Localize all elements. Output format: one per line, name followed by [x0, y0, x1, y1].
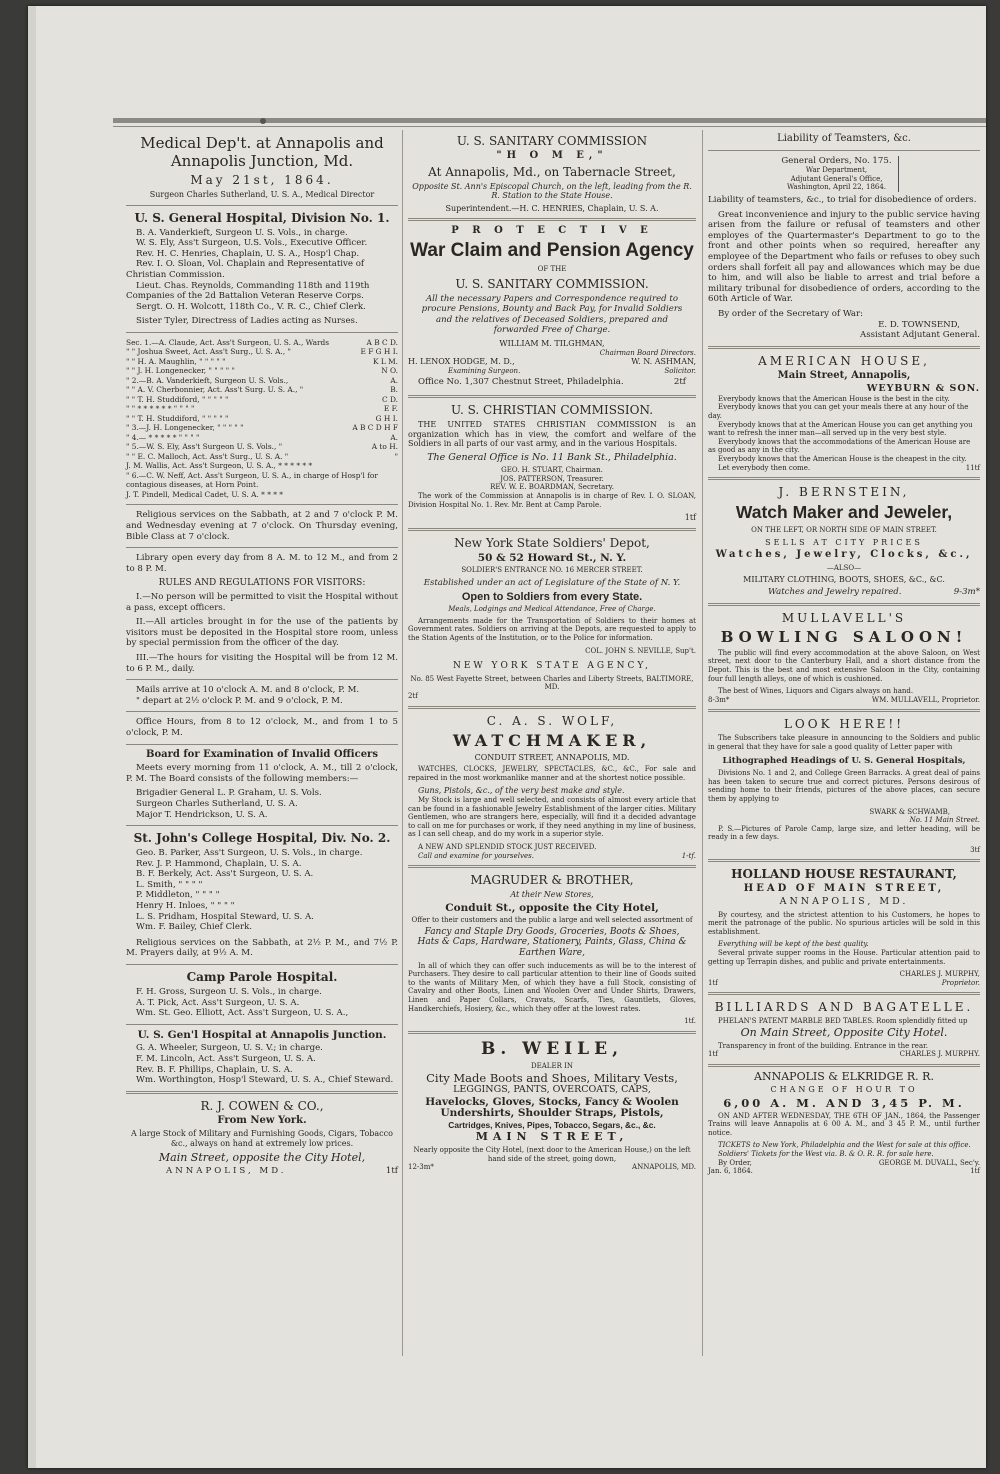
look-here-heading: LOOK HERE!! — [783, 717, 905, 732]
tilghman: WILLIAM M. TILGHMAN, — [499, 338, 605, 348]
ward-row — [126, 442, 398, 452]
staff-line: F. H. Gross, Surgeon U. S. Vols., in charge. — [136, 987, 322, 998]
holland-footer — [708, 979, 980, 988]
wolf-footer — [408, 852, 696, 861]
ward-surgeon: " 5.—W. S. Ely, Ass't Surgeon U. S. Vols., " — [126, 442, 283, 452]
holland-text: By courtesy, and the strictest attention to his Customers, he hopes to merit the patronage of the public. No spurious articles will be sold in this establishment. — [708, 910, 980, 936]
bernstein-footer — [708, 587, 980, 598]
column-divider — [702, 130, 703, 1356]
american-house-line: Everybody knows that you can get your meals there at any hour of the day. — [708, 403, 969, 421]
ward-letters: C D. — [381, 394, 398, 404]
wolf-address: CONDUIT STREET, ANNAPOLIS, MD. — [474, 752, 630, 762]
liability-line: Liability of teamsters, &c., to trial for disobedience of orders. — [708, 194, 977, 205]
magruder-offer: Offer to their customers and the public a large and well selected assortment of — [411, 916, 693, 925]
christian-code: 1tf — [684, 513, 696, 523]
ward-row — [126, 471, 398, 490]
ward-row — [126, 433, 398, 443]
date-line: May 21st, 1864. — [190, 173, 334, 187]
mails-depart: " depart at 2½ o'clock P. M. and 9 o'clock, P. M. — [136, 695, 343, 706]
cowen-address: Main Street, opposite the City Hotel, — [158, 1150, 366, 1164]
ward-surgeon: " 6.—C. W. Neff, Act. Ass't Surgeon, U. S. A., in charge of Hosp'l for contagious diseases, at Horn Point. — [126, 470, 378, 490]
weile-heading: B. WEILE, — [480, 1038, 624, 1059]
wards-table — [126, 338, 398, 500]
ward-letters: N O. — [381, 366, 398, 376]
sj-religious: Religious services on the Sabbath, at 2½ P. M., and 7½ P. M. Prayers daily, at 9½ A. M. — [126, 937, 398, 959]
staff-line: P. Middleton, " " " " — [136, 890, 220, 901]
divider-rule — [408, 395, 696, 398]
railroad-text: ON AND AFTER WEDNESDAY, THE 6TH OF JAN., 1864, the Passenger Trains will leave Annapolis at 6 00 A. M., and 3 45 P. M., until further notice. — [708, 1111, 980, 1137]
weile-line-3: Havelocks, Gloves, Stocks, Fancy & Woolen — [425, 1095, 679, 1108]
general-hospital-title: U. S. General Hospital, Division No. 1. — [134, 210, 390, 225]
ward-surgeon: J. M. Wallis, Act. Ass't Surgeon, U. S. A., * * * * * * — [126, 461, 313, 471]
column-divider — [402, 130, 403, 1356]
divider-rule — [708, 477, 980, 480]
ward-letters: K L M. — [372, 356, 398, 366]
ward-surgeon: " 4.— * * * * * " " " " — [126, 432, 200, 442]
divider-rule — [126, 679, 398, 680]
divider-rule — [708, 346, 980, 349]
ward-row — [126, 404, 398, 414]
weile-code: 12-3m* — [408, 1163, 434, 1172]
wolf-guns: Guns, Pistols, &c., of the very best make and style. — [418, 786, 625, 796]
mullavell-title: MULLAVELL'S — [781, 610, 907, 625]
staff-line: Rev. I. O. Sloan, Vol. Chaplain and Representative of Christian Commission. — [126, 259, 365, 280]
magruder-address: Conduit St., opposite the City Hotel, — [445, 901, 659, 914]
wolf-code: 1-tf. — [681, 851, 696, 860]
ward-letters: " — [394, 451, 398, 461]
bernstein-military: MILITARY CLOTHING, BOOTS, SHOES, &C., &C. — [743, 574, 945, 584]
ward-letters: A B C D. — [366, 337, 398, 347]
christian-work: The work of the Commission at Annapolis is in charge of Rev. I. O. SLOAN, Division Hospital No. 1. Rev. Mr. Bent at Camp Parole. — [408, 492, 696, 509]
ward-row — [126, 385, 398, 395]
divider-rule — [708, 603, 980, 606]
orders-block — [708, 156, 980, 192]
staff-line: Henry H. Inloes, " " " " — [136, 901, 235, 912]
american-house-line: Everybody knows that the American House is the cheapest in the city. — [718, 455, 967, 464]
holland-sign: CHARLES J. MURPHY, — [899, 970, 980, 979]
office-code: 2tf — [673, 377, 686, 388]
weile-near: Nearly opposite the City Hotel, (next door to the American House,) on the left hand side of the street, going down, — [413, 1145, 691, 1163]
divider-rule — [126, 1091, 398, 1094]
ward-row — [126, 452, 398, 462]
divider-rule — [126, 205, 398, 206]
board-title: Board for Examination of Invalid Officers — [146, 748, 378, 760]
home-directions: Opposite St. Ann's Episcopal Church, on the left, leading from the R. R. Station to the State House. — [412, 181, 692, 201]
ward-row — [126, 366, 398, 376]
ward-surgeon: " " A. V. Cherbonnier, Act. Ass't Surg. U. S. A., " — [126, 385, 304, 395]
bernstein-repair: Watches and Jewelry repaired. — [768, 587, 902, 598]
liability-title: Liability of Teamsters, &c. — [777, 133, 911, 144]
townsend: E. D. TOWNSEND, — [878, 319, 960, 330]
home-address: At Annapolis, Md., on Tabernacle Street, — [428, 164, 676, 179]
watchmaker-heading: WATCHMAKER, — [452, 730, 652, 750]
medical-director: Surgeon Charles Sutherland, U. S. A., Medical Director — [149, 190, 375, 199]
divider-rule — [126, 547, 398, 548]
ward-surgeon: " " T. H. Studdiford, " " " " " — [126, 394, 229, 404]
magruder-goods: Fancy and Staple Dry Goods, Groceries, Boots & Shoes, Hats & Caps, Hardware, Stationery, Paints, Glass, China & Earthen Ware, — [417, 926, 687, 959]
ward-surgeon: " " * * * * * * " " " " — [126, 404, 195, 414]
divider-rule — [126, 504, 398, 505]
american-house-line: Let everybody then come. — [718, 463, 811, 472]
column-2 — [408, 132, 696, 1172]
general-office: The General Office is No. 11 Bank St., Philadelphia. — [427, 451, 677, 463]
hodge: H. LENOX HODGE, M. D., — [408, 357, 515, 367]
divider-rule — [408, 865, 696, 868]
ward-letters: B. — [390, 385, 398, 395]
wolf-text: WATCHES, CLOCKS, JEWELRY, SPECTACLES, &C., &C., For sale and repaired in the most workmanlike manner and at the shortest notice possible. — [408, 765, 696, 782]
rule-item: I.—No person will be permitted to visit the Hospital without a pass, except officers. — [126, 592, 398, 613]
ward-row — [126, 338, 398, 348]
ward-letters: A. — [390, 432, 398, 442]
top-rule-thin — [113, 126, 986, 127]
column-1 — [126, 132, 398, 1177]
american-house-title: AMERICAN HOUSE, — [758, 353, 930, 368]
medical-dept-heading: Medical Dep't. at Annapolis and Annapolis Junction, Md. — [140, 134, 384, 170]
nys-established: Established under an act of Legislature of the State of N. Y. — [423, 578, 681, 589]
billiards-footer — [708, 1050, 980, 1059]
superintendent: Superintendent.—H. C. HENRIES, Chaplain, U. S. A. — [445, 203, 659, 213]
bernstein-prices: SELLS AT CITY PRICES — [765, 537, 923, 547]
cowen-text: A large Stock of Military and Furnishing Goods, Cigars, Tobacco &c., always on hand at extremely low prices. — [131, 1129, 393, 1148]
sanitary-commission: U. S. SANITARY COMMISSION. — [455, 276, 649, 291]
divider-rule — [708, 859, 980, 862]
rules-title: RULES AND REGULATIONS FOR VISITORS: — [158, 578, 366, 589]
divider-rule — [408, 218, 696, 221]
christian-text: THE UNITED STATES CHRISTIAN COMMISSION is an organization which has in view, the comfort and welfare of the Soldiers in all parts of our vast army, and in the various Hospitals. — [408, 419, 696, 449]
american-house-line: Everybody knows that the accommodations of the American House are as good as any in the city. — [708, 437, 971, 455]
magruder-sub: At their New Stores, — [510, 890, 594, 900]
ward-letters: A B C D H F — [352, 423, 398, 433]
ashman-role: Solicitor. — [664, 366, 696, 375]
railroad-order — [708, 1159, 980, 1168]
mullavell-text: The public will find every accommodation at the above Saloon, on West street, next door to the Canterbury Hall, and a short distance from the Depot. This is the best and most extensive Saloon in the City, containing four full length alleys, one of which is cushioned. — [708, 648, 980, 683]
look-text: The Subscribers take pleasure in announcing to the Soldiers and public in general that they have for sale a good quality of Letter paper with — [708, 734, 980, 751]
order-number: General Orders, No. 175. — [781, 155, 892, 166]
holland-supper: Several private supper rooms in the House. Particular attention paid to getting up Terrapin dishes, and public and private entertainments. — [708, 949, 980, 966]
cowen-footer — [126, 1166, 398, 1177]
staff-line: G. A. Wheeler, Surgeon, U. S. V.; in charge. — [136, 1043, 323, 1054]
look-street: No. 11 Main Street. — [909, 816, 980, 825]
look-divisions: Divisions No. 1 and 2, and College Green Barracks. A great deal of pains has been taken to secure true and correct pictures. Persons desirous of sending home to their friends, pictures of the above places, can secure them by applying to — [708, 769, 980, 803]
rule-item: III.—The hours for visiting the Hospital will be from 12 M. to 6 P. M., daily. — [126, 652, 398, 674]
magruder-title: MAGRUDER & BROTHER, — [470, 873, 634, 888]
ward-surgeon: " 3.—J. H. Longenecker, " " " " " — [126, 423, 244, 433]
library-hours: Library open every day from 8 A. M. to 12 M., and from 2 to 8 P. M. — [126, 553, 398, 574]
holland-role: Proprietor. — [941, 978, 980, 987]
ward-letters: A to H. — [371, 442, 398, 452]
ward-row — [126, 490, 398, 500]
newspaper-page — [28, 6, 986, 1468]
board-member: Surgeon Charles Sutherland, U. S. A. — [136, 798, 298, 809]
divider-rule — [408, 706, 696, 709]
staff-line: W. S. Ely, Ass't Surgeon, U.S. Vols., Executive Officer. — [136, 238, 368, 249]
nys-meals: Meals, Lodgings and Medical Attendance, Free of Charge. — [448, 605, 656, 614]
ward-row — [126, 395, 398, 405]
staff-line: B. F. Berkely, Act. Ass't Surgeon, U. S. A. — [136, 869, 314, 880]
divider-rule — [708, 992, 980, 995]
billiards-address: On Main Street, Opposite City Hotel. — [740, 1026, 948, 1039]
order-date: Washington, April 22, 1864. — [786, 183, 887, 192]
bowling-saloon-heading: BOWLING SALOON! — [720, 627, 968, 646]
staff-line: Wm. F. Bailey, Chief Clerk. — [136, 922, 253, 933]
staff-line: Lieut. Chas. Reynolds, Commanding 118th and 119th Companies of the 2d Battalion Veteran Reserve Corps. — [126, 280, 370, 302]
mails-arrive: Mails arrive at 10 o'clock A. M. and 8 o'clock, P. M. — [136, 685, 360, 696]
nys-agency: NEW YORK STATE AGENCY, — [452, 661, 652, 672]
magruder-text: In all of which they can offer such inducements as will be to the interest of Purchasers. They desire to call particular attention to their line of Goods suited to the wants of Military Men, of which they have a full Stock, consisting of Cavalry and other Boots, Linen and Woolen Over and Under Shirts, Drawers, Linen and Paper Collars, Cravats, Scarfs, Ties, Gauntlets, Gloves, Handkerchiefs, Hosiery, &c., which they offer at the lowest rates. — [408, 961, 696, 1013]
nys-code: 2tf — [408, 691, 418, 700]
holland-code: 1tf — [708, 978, 718, 987]
protective-heading: P R O T E C T I V E — [451, 225, 653, 237]
bernstein-code: 9-3m* — [953, 587, 980, 598]
ward-row — [126, 357, 398, 367]
staff-line: L. S. Pridham, Hospital Steward, U. S. A. — [136, 911, 314, 922]
ward-row — [126, 461, 398, 471]
ward-row — [126, 423, 398, 433]
top-rule — [113, 118, 986, 123]
mullavell-sign: WM. MULLAVELL, Proprietor. — [871, 695, 980, 704]
railroad-footer — [708, 1167, 980, 1176]
weile-line-1: City Made Boots and Shoes, Military Vests, — [426, 1071, 678, 1086]
staff-line: Rev. H. C. Henries, Chaplain, U. S. A., Hosp'l Chap. — [136, 248, 360, 259]
camp-parole-title: Camp Parole Hospital. — [186, 970, 338, 985]
by-order: By order of the Secretary of War: — [718, 308, 864, 319]
bernstein-items: Watches, Jewelry, Clocks, &c., — [715, 549, 973, 561]
billiards-code: 1tf — [708, 1050, 718, 1059]
orders-bracket — [781, 156, 898, 192]
religious-services: Religious services on the Sabbath, at 2 and 7 o'clock P. M. and Wednesday evening at 7 o'clock. On Thursday evening, Bible Class at 7 o'clock. — [126, 510, 398, 542]
billiards-title: BILLIARDS AND BAGATELLE. — [714, 1000, 974, 1015]
st-johns-title: St. John's College Hospital, Div. No. 2. — [133, 831, 391, 846]
divider-rule — [708, 150, 980, 151]
ink-mark — [260, 118, 266, 124]
divider-rule — [408, 528, 696, 531]
wolf-stock: My Stock is large and well selected, and consists of almost every article that can be found in a fashionable Jewelry Establishment of the larger cities. Military Gentlemen, who are strangers here, especially, will find it a decided advantage to call on me for purchases or work, if they need anything in my line of business, as I can sell cheap, and do my work in a superior style. — [408, 795, 696, 839]
of-the: OF THE — [537, 264, 567, 273]
adjutant-office: Adjutant General's Office, — [790, 174, 883, 183]
billiards-transparency: Transparency in front of the building. Entrance in the rear. — [718, 1041, 928, 1050]
holland-best: Everything will be kept of the best quality. — [718, 940, 869, 949]
look-headings: Lithographed Headings of U. S. General Hospitals, — [722, 755, 966, 766]
mullavell-footer — [708, 696, 980, 705]
liability-text: Great inconvenience and injury to the public service having arisen from the failure or refusal of teamsters and other employes of the Quartermaster's Department to go to the front and other points when so required, hereafter any employee of the Department who fails or refuses to obey such orders shall forfeit all pay and allowances which may be due to him, and will also be liable to arrest and trial before a military tribunal for disobedience of orders, according to the 60th Article of War. — [708, 209, 980, 305]
ward-surgeon: " " Joshua Sweet, Act. Ass't Surg., U. S. A., " — [126, 347, 291, 357]
look-sign: SWARK & SCHWAMB, — [869, 807, 950, 816]
ward-letters: G H I. — [375, 413, 398, 423]
divider-rule — [408, 1031, 696, 1034]
bernstein-heading: Watch Maker and Jeweler, — [735, 502, 953, 523]
home-title: "H O M E," — [496, 150, 608, 161]
tilghman-role: Chairman Board Directors. — [599, 348, 696, 357]
staff-line: L. Smith, " " " " — [136, 879, 203, 890]
nys-sign: COL. JOHN S. NEVILLE, Sup't. — [585, 646, 696, 655]
office-row — [408, 375, 696, 390]
weile-city: ANNAPOLIS, MD. — [632, 1163, 696, 1172]
hodge-role: Examining Surgeon. — [448, 366, 521, 375]
rule-item: II.—All articles brought in for the use of the patients by visitors must be deposited in the Hospital store room, unless by special permission from the officer of the day. — [126, 617, 398, 649]
railroad-code: 1tf — [970, 1167, 980, 1176]
ward-surgeon: " " E. C. Malloch, Act. Ass't Surg., U. S. A. " — [126, 451, 289, 461]
look-code: 3tf — [970, 845, 980, 854]
bernstein-location: ON THE LEFT, OR NORTH SIDE OF MAIN STREET. — [751, 526, 937, 535]
nys-title: New York State Soldiers' Depot, — [454, 535, 650, 550]
officers-roles — [408, 367, 696, 376]
american-house-footer — [708, 464, 980, 473]
office-hours: Office Hours, from 8 to 12 o'clock, M., and from 1 to 5 o'clock, P. M. — [126, 717, 398, 738]
billiards-sign: CHARLES J. MURPHY. — [899, 1050, 980, 1059]
weile-main-street: MAIN STREET, — [475, 1130, 629, 1144]
bernstein-also: —ALSO— — [826, 564, 862, 572]
american-house-code: 11tf — [965, 463, 980, 472]
billiards-tables: PHELAN'S PATENT MARBLE BED TABLES. Room splendidly fitted up — [718, 1017, 968, 1026]
staff-line: Sergt. O. H. Wolcott, 118th Co., V. R. C., Chief Clerk. — [136, 301, 366, 312]
holland-city: ANNAPOLIS, MD. — [779, 896, 909, 908]
divider-rule — [126, 332, 398, 333]
divider-rule — [126, 825, 398, 826]
american-house-line: Everybody knows that at the American House you can get anything you want to refresh the inner man—all served up in the very best style. — [708, 420, 973, 438]
pension-text: All the necessary Papers and Correspondence required to procure Pensions, Bounty and Back Pay, for Invalid Soldiers and the relatives of Deceased Soldiers, prepared and forwarded Free of Charge. — [421, 293, 683, 336]
ward-letters: A. — [390, 375, 398, 385]
railroad-soldiers: Soldiers' Tickets for the West via. B. & O. R. R. for sale here. — [718, 1149, 934, 1158]
nys-entrance: SOLDIER'S ENTRANCE NO. 16 MERCER STREET. — [461, 566, 643, 575]
holland-house-title: HOLLAND HOUSE RESTAURANT, — [731, 867, 957, 882]
ashman: W. N. ASHMAN, — [631, 357, 696, 367]
head-of-main-street: HEAD OF MAIN STREET, — [743, 883, 945, 895]
cowen-sub: From New York. — [217, 1114, 307, 1126]
ward-letters: E F. — [383, 404, 398, 414]
staff-line: Geo. B. Parker, Ass't Surgeon, U. S. Vols., in charge. — [136, 848, 363, 859]
american-house-owner: WEYBURN & SON. — [866, 383, 980, 395]
nys-agency-address: No. 85 West Fayette Street, between Charles and Liberty Streets, BALTIMORE, MD. — [410, 674, 694, 692]
ward-surgeon: " 2.—B. A. Vanderkieft, Surgeon U. S. Vols., — [126, 375, 289, 385]
nys-text: Arrangements made for the Transportation of Soldiers to their homes at Government rates. Soldiers on arriving at the Depots, are requested to apply to the Station Agents of the Institution, or to the Police for information. — [408, 616, 696, 642]
railroad-title: ANNAPOLIS & ELKRIDGE R. R. — [754, 1069, 934, 1083]
board-member: Brigadier General L. P. Graham, U. S. Vols. — [136, 788, 322, 799]
divider-rule — [126, 964, 398, 965]
weile-line-2: LEGGINGS, PANTS, OVERCOATS, CAPS, — [453, 1084, 651, 1095]
boardman: REV. W. E. BOARDMAN, Secretary. — [490, 483, 614, 492]
sanitary-title: U. S. SANITARY COMMISSION — [456, 134, 648, 148]
american-house-address: Main Street, Annapolis, — [777, 369, 911, 381]
staff-line: Wm. St. Geo. Elliott, Act. Ass't Surgeon, U. S. A., — [136, 1008, 349, 1019]
dealer-in: DEALER IN — [531, 1061, 573, 1070]
page-edge — [28, 6, 36, 1468]
staff-line: F. M. Lincoln, Act. Ass't Surgeon, U. S. A. — [136, 1054, 316, 1064]
ward-surgeon: Sec. 1.—A. Claude, Act. Ass't Surgeon, U. S. A., Wards — [126, 337, 330, 347]
magruder-code: 1tf. — [684, 1017, 696, 1026]
mullavell-code: 8-3m* — [708, 695, 730, 704]
column-3 — [708, 132, 980, 1176]
railroad-tickets: TICKETS to New York, Philadelphia and the West for sale at this office. — [718, 1141, 971, 1150]
cowen-title: R. J. COWEN & CO., — [200, 1098, 324, 1113]
ward-surgeon: " " J. H. Longenecker, " " " " " — [126, 366, 235, 376]
ward-letters: E F G H I. — [360, 347, 398, 357]
christian-title: U. S. CHRISTIAN COMMISSION. — [450, 402, 654, 417]
officers-row — [408, 357, 696, 367]
ward-surgeon: " " H. A. Maughlin, " " " " " — [126, 356, 226, 366]
bernstein-title: J. BERNSTEIN, — [778, 485, 910, 500]
weile-line-5: Cartridges, Knives, Pipes, Tobacco, Segars, &c., &c. — [448, 1119, 656, 1130]
mullavell-best: The best of Wines, Liquors and Cigars always on hand. — [718, 687, 914, 696]
railroad-by: By Order, — [718, 1158, 752, 1167]
ward-row — [126, 376, 398, 386]
wolf-new-stock: A NEW AND SPLENDID STOCK JUST RECEIVED. — [418, 842, 597, 851]
board-text: Meets every morning from 11 o'clock, A. M., till 2 o'clock, P. M. The Board consists of the following members:— — [126, 763, 398, 784]
divider-rule — [126, 744, 398, 745]
nys-open: Open to Soldiers from every State. — [461, 590, 643, 603]
sister-line: Sister Tyler, Directress of Ladies acting as Nurses. — [136, 316, 358, 327]
board-member: Major T. Hendrickson, U. S. A. — [136, 809, 268, 820]
divider-rule — [126, 1024, 398, 1025]
cowen-city: ANNAPOLIS, MD. — [166, 1166, 287, 1177]
staff-line: Rev. B. F. Phillips, Chaplain, U. S. A. — [136, 1064, 293, 1075]
staff-line: B. A. Vanderkieft, Surgeon U. S. Vols., in charge. — [136, 227, 348, 238]
ward-surgeon: " " T. H. Studdiford, " " " " " — [126, 413, 229, 423]
divider-rule — [708, 1064, 980, 1067]
weile-footer — [408, 1163, 696, 1172]
war-department: War Department, — [805, 166, 868, 175]
junction-title: U. S. Gen'l Hospital at Annapolis Junction. — [137, 1028, 387, 1041]
ward-surgeon: J. T. Pindell, Medical Cadet, U. S. A. * * * * — [126, 489, 283, 499]
staff-line: Wm. Worthington, Hosp'l Steward, U. S. A., Chief Steward. — [136, 1075, 394, 1086]
ward-row — [126, 414, 398, 424]
cowen-code: 1tf — [385, 1166, 398, 1177]
railroad-sign: GEORGE M. DUVALL, Sec'y. — [878, 1158, 980, 1167]
railroad-change: CHANGE OF HOUR TO — [770, 1085, 918, 1095]
nys-address: 50 & 52 Howard St., N. Y. — [477, 551, 627, 564]
wolf-call: Call and examine for yourselves. — [418, 851, 534, 860]
office-address: Office No. 1,307 Chestnut Street, Philadelphia. — [418, 377, 624, 388]
war-claim-heading: War Claim and Pension Agency — [410, 239, 694, 261]
weile-line-4: Undershirts, Shoulder Straps, Pistols, — [440, 1107, 664, 1120]
railroad-times: 6,00 A. M. AND 3,45 P. M. — [723, 1095, 965, 1110]
wolf-name: C. A. S. WOLF, — [486, 713, 618, 728]
railroad-date: Jan. 6, 1864. — [708, 1167, 753, 1176]
staff-line: Rev. J. P. Hammond, Chaplain, U. S. A. — [136, 858, 302, 869]
staff-line: A. T. Pick, Act. Ass't Surgeon, U. S. A. — [136, 997, 300, 1008]
townsend-role: Assistant Adjutant General. — [860, 330, 980, 341]
look-ps: P. S.—Pictures of Parole Camp, large size, and letter heading, will be ready in a few days. — [708, 824, 980, 842]
american-house-line: Everybody knows that the American House is the best in the city. — [718, 394, 950, 403]
ward-row — [126, 347, 398, 357]
divider-rule — [708, 709, 980, 712]
divider-rule — [126, 711, 398, 712]
stuart: GEO. H. STUART, Chairman. — [501, 466, 603, 475]
patterson: JOS. PATTERSON, Treasurer. — [500, 474, 604, 483]
